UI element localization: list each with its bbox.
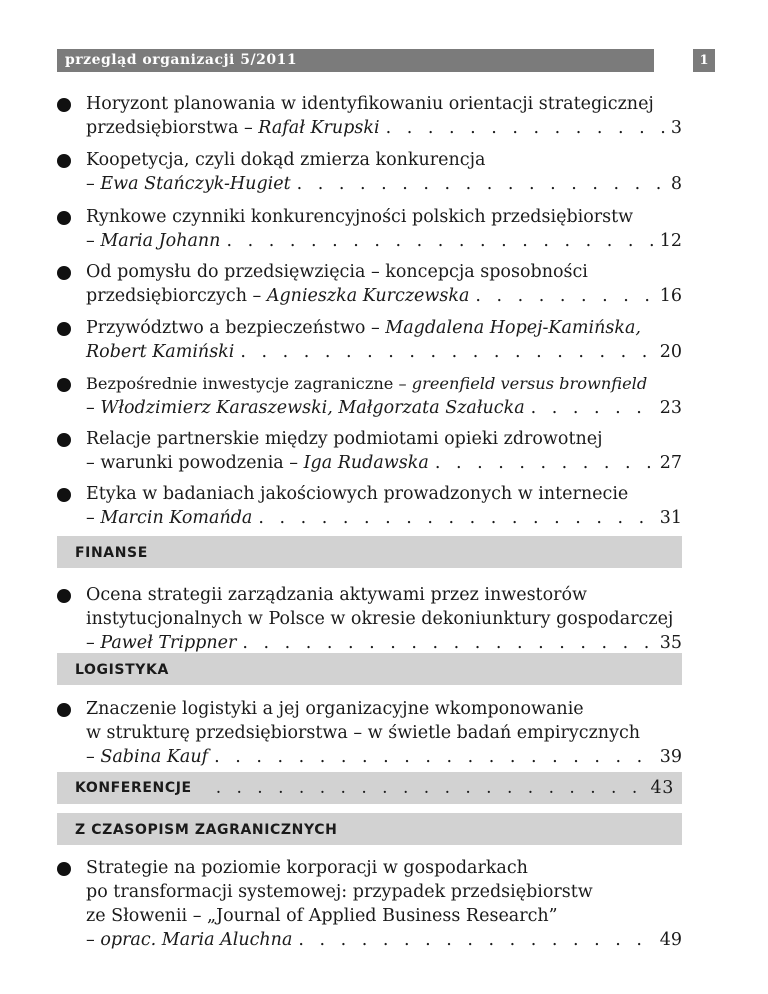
entry-page: 8 bbox=[670, 174, 682, 194]
page-number-badge bbox=[693, 49, 715, 72]
section-logistyka: LOGISTYKA bbox=[57, 653, 682, 685]
entry-title: Relacje partnerskie między podmiotami opieki zdrowotnej bbox=[86, 429, 603, 449]
entry-author: oprac. Maria Aluchna bbox=[100, 930, 293, 950]
leader-dots bbox=[226, 229, 653, 253]
entry-page: 3 bbox=[670, 118, 682, 138]
entry-title: Etyka w badaniach jakościowych prowadzonych w internecie bbox=[86, 484, 629, 504]
entry-page: 31 bbox=[659, 508, 682, 528]
entry-author: Włodzimierz Karaszewski, Małgorzata Szałucka bbox=[100, 398, 525, 418]
entry-title: w strukturę przedsiębiorstwa – w świetle badań empirycznych bbox=[86, 723, 641, 743]
entry-title: Strategie na poziomie korporacji w gospodarkach bbox=[86, 858, 528, 878]
entry-author: Marcin Komańda bbox=[100, 508, 253, 528]
entry-page: 16 bbox=[659, 286, 682, 306]
entry-title: Bezpośrednie inwestycje zagraniczne – bbox=[86, 374, 412, 393]
toc-entry[interactable]: Relacje partnerskie między podmiotami opieki zdrowotnej – warunki powodzenia – Iga Rudawska . . . 27 bbox=[57, 427, 682, 475]
entry-title: Rynkowe czynniki konkurencyjności polskich przedsiębiorstw bbox=[86, 207, 634, 227]
journal-title: przegląd organizacji 5/2011 bbox=[65, 52, 298, 68]
toc-entry[interactable]: Etyka w badaniach jakościowych prowadzonych w internecie – Marcin Komańda . . . 31 bbox=[57, 482, 682, 530]
entry-page: 39 bbox=[659, 747, 682, 767]
entry-page: 20 bbox=[659, 342, 682, 362]
entry-author: Agnieszka Kurczewska bbox=[266, 286, 470, 306]
toc-entry[interactable]: Rynkowe czynniki konkurencyjności polskich przedsiębiorstw – Maria Johann . . . 12 bbox=[57, 205, 682, 253]
entry-title: Ocena strategii zarządzania aktywami przez inwestorów bbox=[86, 585, 588, 605]
entry-author: Paweł Trippner bbox=[100, 633, 237, 653]
toc-entry[interactable]: Horyzont planowania w identyfikowaniu orientacji strategicznej przedsiębiorstwa – Rafał Krupski . . . 3 bbox=[57, 92, 682, 140]
entry-title: Od pomysłu do przedsięwzięcia – koncepcja sposobności bbox=[86, 262, 588, 282]
toc-entry[interactable] bbox=[57, 316, 682, 364]
toc-entry[interactable]: Strategie na poziomie korporacji w gospodarkach po transformacji systemowej: przypadek przedsiębiorstw ze Słowenii – „Journal of Applied Business Research” – oprac. Maria Aluchna . . . 49 bbox=[57, 856, 682, 952]
leader-dots bbox=[435, 451, 654, 475]
entry-page: 23 bbox=[659, 398, 682, 418]
leader-dots bbox=[258, 506, 653, 530]
entry-page: 35 bbox=[659, 633, 682, 653]
entry-title: instytucjonalnych w Polsce w okresie dekoniunktury gospodarczej bbox=[86, 609, 674, 629]
section-konferencje[interactable] bbox=[57, 772, 682, 804]
leader-dots bbox=[531, 396, 654, 420]
toc-entry[interactable]: Bezpośrednie inwestycje zagraniczne – greenfield versus brownfield – Włodzimierz Karaszewski, Małgorzata Szałucka . . . 23 bbox=[57, 372, 682, 420]
entry-author: Iga Rudawska bbox=[303, 453, 429, 473]
entry-title: Horyzont planowania w identyfikowaniu orientacji strategicznej bbox=[86, 94, 654, 114]
leader-dots bbox=[242, 631, 653, 655]
page-number: 1 bbox=[699, 53, 709, 68]
leader-dots bbox=[475, 284, 653, 308]
journal-header bbox=[57, 49, 654, 72]
leader-dots bbox=[297, 172, 665, 196]
entry-page: 12 bbox=[659, 231, 682, 251]
entry-page: 43 bbox=[650, 778, 674, 798]
toc-entry[interactable]: Znaczenie logistyki a jej organizacyjne wkomponowanie w strukturę przedsiębiorstwa – w świetle badań empirycznych – Sabina Kauf . . . 39 bbox=[57, 697, 682, 769]
leader-dots bbox=[216, 771, 645, 805]
entry-title: po transformacji systemowej: przypadek przedsiębiorstw bbox=[86, 882, 593, 902]
leader-dots bbox=[240, 340, 653, 364]
entry-page: 27 bbox=[659, 453, 682, 473]
leader-dots bbox=[298, 928, 653, 952]
entry-author: Rafał Krupski bbox=[258, 118, 380, 138]
entry-page: 49 bbox=[659, 930, 682, 950]
section-finanse: FINANSE bbox=[57, 536, 682, 568]
entry-title: Przywództwo a bezpieczeństwo – bbox=[86, 318, 386, 338]
leader-dots bbox=[386, 116, 665, 140]
leader-dots bbox=[214, 745, 654, 769]
section-title: KONFERENCJE bbox=[75, 780, 192, 796]
entry-title: ze Słowenii – „Journal of Applied Business Research” bbox=[86, 906, 558, 926]
entry-author: Ewa Stańczyk-Hugiet bbox=[100, 174, 291, 194]
toc-entry[interactable]: Koopetycja, czyli dokąd zmierza konkurencja – Ewa Stańczyk-Hugiet . . . 8 bbox=[57, 148, 682, 196]
entry-title: Znaczenie logistyki a jej organizacyjne wkomponowanie bbox=[86, 699, 584, 719]
entry-author: Maria Johann bbox=[100, 231, 221, 251]
entry-title: Koopetycja, czyli dokąd zmierza konkurencja bbox=[86, 150, 486, 170]
toc-entry[interactable]: Od pomysłu do przedsięwzięcia – koncepcja sposobności przedsiębiorczych – Agnieszka Kurczewska . . . 16 bbox=[57, 260, 682, 308]
toc-entry[interactable]: Ocena strategii zarządzania aktywami przez inwestorów instytucjonalnych w Polsce w okresie dekoniunktury gospodarczej – Paweł Trippner . . . 35 bbox=[57, 583, 682, 655]
entry-author: Robert Kamiński bbox=[86, 342, 235, 362]
section-zagraniczne: Z CZASOPISM ZAGRANICZNYCH bbox=[57, 813, 682, 845]
entry-author: Magdalena Hopej-Kamińska, bbox=[385, 318, 641, 338]
entry-author: Sabina Kauf bbox=[100, 747, 209, 767]
